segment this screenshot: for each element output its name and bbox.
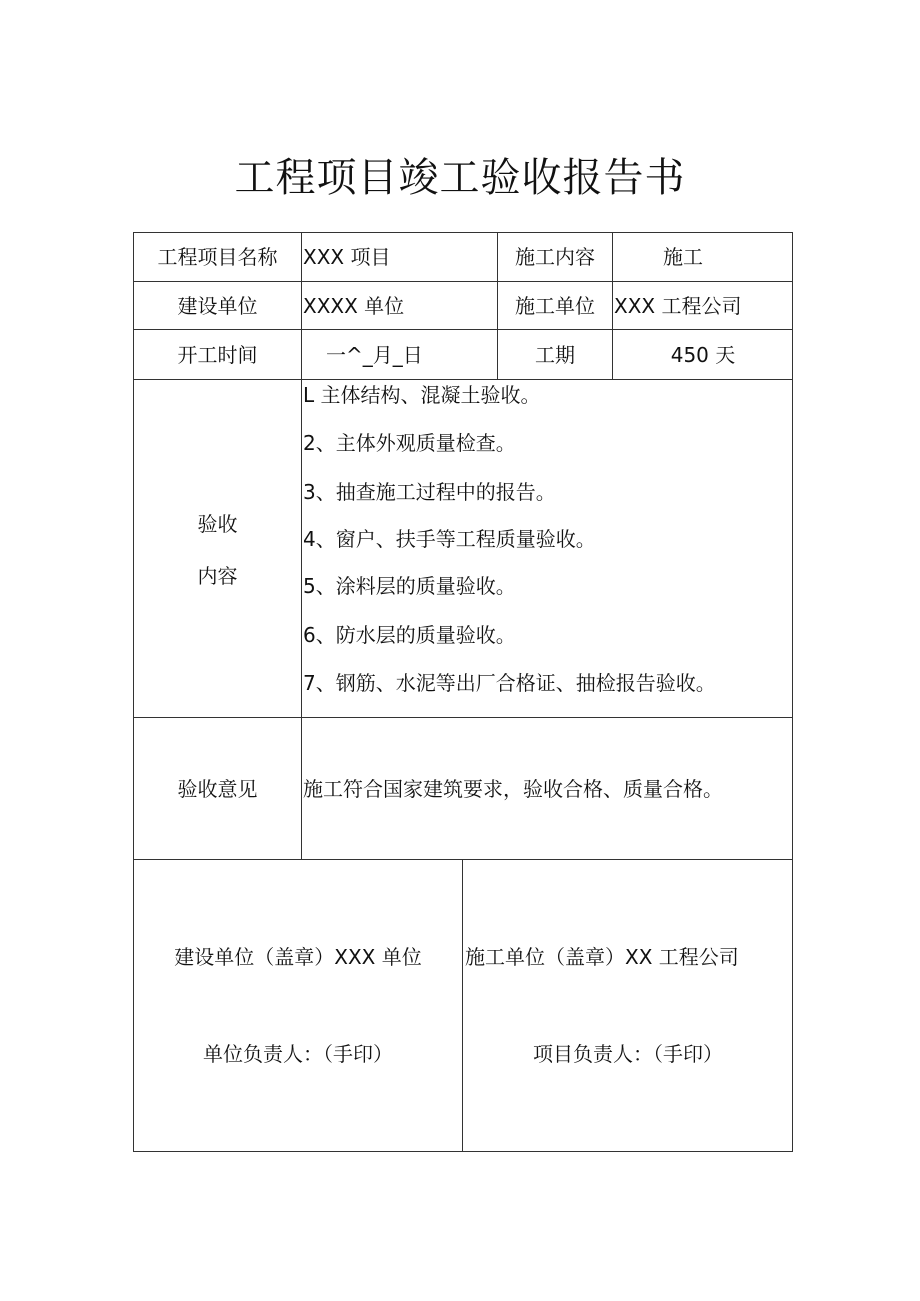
contractor-value: XXX 工程公司 — [614, 294, 742, 318]
row-divider — [133, 329, 793, 330]
row-divider — [133, 717, 793, 718]
acceptance-item: 2、主体外观质量检查。 — [303, 431, 516, 455]
opinion-text: 施工符合国家建筑要求，验收合格、质量合格。 — [303, 777, 723, 801]
column-divider — [301, 232, 302, 860]
opinion-label: 验收意见 — [177, 777, 258, 801]
page-title: 工程项目竣工验收报告书 — [234, 155, 686, 201]
start-date-value: 一^_月_日 — [326, 343, 423, 367]
row-divider — [133, 859, 793, 860]
acceptance-item: 5、涂料层的质量验收。 — [303, 574, 516, 598]
owner-unit-value: XXXX 单位 — [303, 294, 405, 318]
acceptance-item: 3、抽查施工过程中的报告。 — [303, 480, 556, 504]
row-divider — [133, 281, 793, 282]
project-name-label: 工程项目名称 — [157, 245, 278, 269]
duration-label: 工期 — [535, 343, 575, 367]
row-divider — [133, 379, 793, 380]
acceptance-label-line1: 验收 — [197, 512, 238, 536]
acceptance-item: 4、窗户、扶手等工程质量验收。 — [303, 527, 596, 551]
acceptance-item: L 主体结构、混凝土验收。 — [303, 383, 541, 407]
duration-value: 450 天 — [670, 343, 736, 367]
owner-unit-responsible: 单位负责人：（手印） — [203, 1042, 393, 1066]
acceptance-label-line2: 内容 — [197, 564, 238, 588]
project-name-value: XXX 项目 — [303, 245, 391, 269]
construction-content-label: 施工内容 — [515, 245, 595, 269]
project-responsible: 项目负责人：（手印） — [533, 1042, 723, 1066]
column-divider — [462, 859, 463, 1151]
owner-unit-label: 建设单位 — [177, 294, 258, 318]
acceptance-item: 7、钢筋、水泥等出厂合格证、抽检报告验收。 — [303, 671, 716, 695]
contractor-label: 施工单位 — [515, 294, 595, 318]
acceptance-item: 6、防水层的质量验收。 — [303, 623, 516, 647]
start-date-label: 开工时间 — [177, 343, 258, 367]
owner-unit-seal: 建设单位（盖章）XXX 单位 — [174, 945, 422, 969]
contractor-seal: 施工单位（盖章）XX 工程公司 — [465, 945, 739, 969]
construction-content-value: 施工 — [663, 245, 703, 269]
